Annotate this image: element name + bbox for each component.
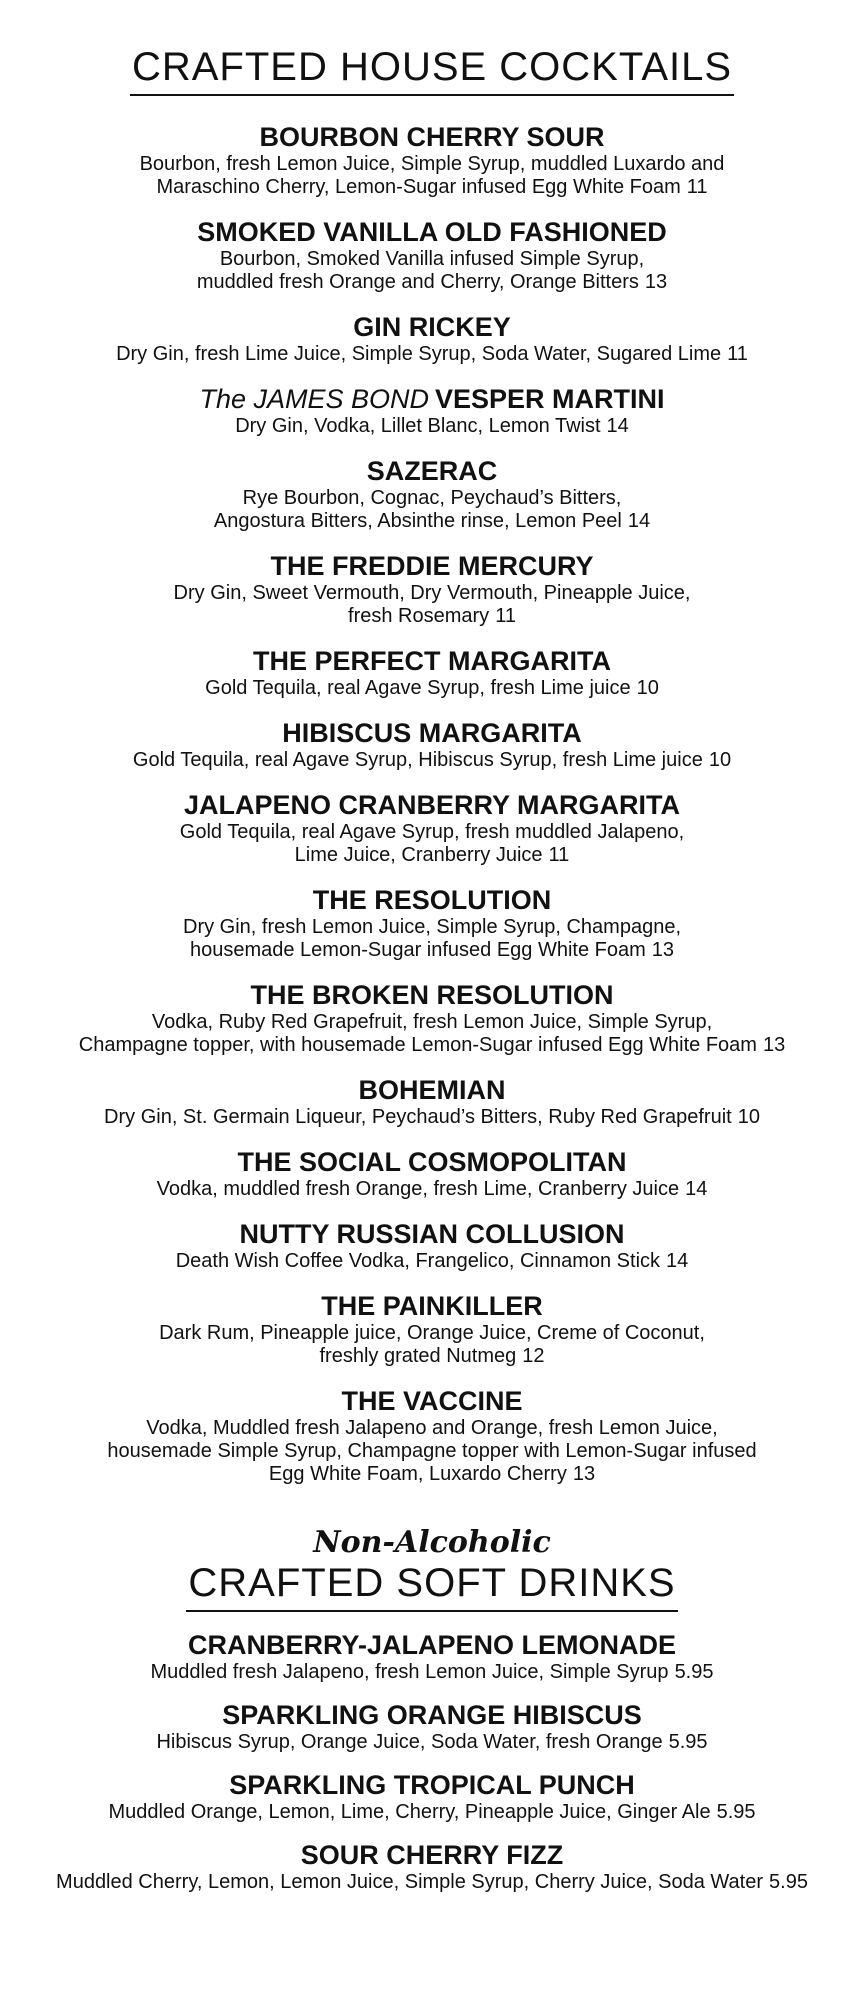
menu-item-price: 13 — [644, 271, 668, 293]
menu-item-description-text: Vodka, Ruby Red Grapefruit, fresh Lemon Juice, Simple Syrup, — [151, 1011, 713, 1033]
menu-item-name — [0, 312, 864, 342]
menu-item-name-text: SOUR CHERRY FIZZ — [300, 1840, 564, 1870]
menu-item-description-line — [42, 1440, 822, 1463]
menu-item-description-text: Hibiscus Syrup, Orange Juice, Soda Water, fresh Orange — [156, 1731, 663, 1753]
menu-item-description-text: Dry Gin, fresh Lemon Juice, Simple Syrup, Champagne, — [183, 916, 681, 938]
menu-item-description-line — [42, 1871, 822, 1894]
menu-item-description-text: Bourbon, fresh Lemon Juice, Simple Syrup, muddled Luxardo and — [139, 153, 725, 175]
menu-item-price: 14 — [627, 510, 651, 532]
menu-item-description — [42, 1178, 822, 1201]
menu-item-price: 13 — [762, 1034, 786, 1056]
menu-item-name-text: CRANBERRY-JALAPENO LEMONADE — [187, 1630, 677, 1660]
menu-item-price: 13 — [651, 939, 675, 961]
menu-item-price: 13 — [572, 1463, 596, 1485]
menu-item-description — [42, 1871, 822, 1894]
menu-item — [0, 122, 864, 199]
menu-item-description-line — [42, 1322, 822, 1345]
menu-item — [0, 456, 864, 533]
menu-item-description-line — [42, 248, 822, 271]
menu-item — [0, 312, 864, 366]
menu-item-description — [42, 1731, 822, 1754]
menu-item — [0, 1075, 864, 1129]
menu-item-description-text: Muddled fresh Jalapeno, fresh Lemon Juice, Simple Syrup — [150, 1661, 669, 1683]
menu-item — [0, 885, 864, 962]
menu-item-description-text: freshly grated Nutmeg — [319, 1345, 517, 1367]
menu-item-price: 5.95 — [716, 1801, 756, 1823]
menu-item — [0, 646, 864, 700]
menu-item-price: 11 — [727, 343, 748, 365]
menu-item-description-text: Maraschino Cherry, Lemon-Sugar infused Egg White Foam — [156, 176, 681, 198]
menu-item-name — [0, 646, 864, 676]
menu-item-description — [42, 248, 822, 294]
menu-item-name-text: JALAPENO CRANBERRY MARGARITA — [183, 790, 681, 820]
soft-drinks-section — [0, 1526, 864, 1894]
menu-item-name-text: THE FREDDIE MERCURY — [270, 551, 594, 581]
menu-item-description — [42, 677, 822, 700]
menu-item — [0, 980, 864, 1057]
menu-item-name-text: THE BROKEN RESOLUTION — [250, 980, 614, 1010]
menu-item-description-line — [42, 1106, 822, 1129]
menu-item-description-line — [42, 1417, 822, 1440]
menu-item-description-text: Angostura Bitters, Absinthe rinse, Lemon Peel — [213, 510, 622, 532]
menu-item-name-text: BOURBON CHERRY SOUR — [259, 122, 605, 152]
menu-item-description-text: muddled fresh Orange and Cherry, Orange Bitters — [196, 271, 639, 293]
menu-item-description — [42, 1011, 822, 1057]
menu-item-description-text: Dry Gin, fresh Lime Juice, Simple Syrup, Soda Water, Sugared Lime — [116, 343, 722, 365]
menu-item — [0, 790, 864, 867]
menu-item-description-text: Dry Gin, Sweet Vermouth, Dry Vermouth, Pineapple Juice, — [173, 582, 691, 604]
menu-item-description-line — [42, 1661, 822, 1684]
menu-item-description-text: Vodka, Muddled fresh Jalapeno and Orange, fresh Lemon Juice, — [146, 1417, 718, 1439]
menu-item — [0, 1147, 864, 1201]
menu-item-description — [42, 916, 822, 962]
menu-item-name-text: SPARKLING ORANGE HIBISCUS — [222, 1700, 642, 1730]
menu-item-description-line — [42, 1011, 822, 1034]
menu-item-price: 10 — [636, 677, 659, 699]
menu-item-name — [0, 718, 864, 748]
menu-item-description-line — [42, 487, 822, 510]
menu-item-name — [0, 456, 864, 486]
menu-item-description — [42, 343, 822, 366]
menu-item-description — [42, 1417, 822, 1486]
menu-item-description-line — [42, 939, 822, 962]
menu-item-description-line — [42, 582, 822, 605]
menu-item-description-text: fresh Rosemary — [348, 605, 490, 627]
menu-item-description-text: housemade Lemon-Sugar infused Egg White Foam — [189, 939, 646, 961]
menu-item — [0, 551, 864, 628]
menu-item-price: 14 — [666, 1250, 689, 1272]
menu-item-name — [0, 1770, 864, 1800]
menu-item-description-text: Lime Juice, Cranberry Juice — [294, 844, 543, 866]
menu-item-name-text: NUTTY RUSSIAN COLLUSION — [239, 1219, 625, 1249]
menu-item-description — [42, 1322, 822, 1368]
menu-item — [0, 1386, 864, 1486]
menu-item-description-line — [42, 343, 822, 366]
menu-item-description-line — [42, 677, 822, 700]
menu-item-description — [42, 153, 822, 199]
menu-item-price: 5.95 — [674, 1661, 714, 1683]
cocktails-title: CRAFTED HOUSE COCKTAILS — [130, 44, 734, 96]
menu-item-description-line — [42, 415, 822, 438]
menu-item-price: 12 — [522, 1345, 545, 1367]
menu-item-description-text: Dark Rum, Pineapple juice, Orange Juice, Creme of Coconut, — [159, 1322, 705, 1344]
menu-item-price: 11 — [686, 176, 708, 198]
cocktails-list — [0, 122, 864, 1486]
menu-item-name — [0, 551, 864, 581]
menu-item-description-text: Dry Gin, Vodka, Lillet Blanc, Lemon Twist — [235, 415, 601, 437]
soft-drinks-title: CRAFTED SOFT DRINKS — [186, 1560, 677, 1612]
menu-item-price: 11 — [495, 605, 516, 627]
menu-item-name-prefix: The JAMES BOND — [199, 384, 430, 414]
menu-item-description-line — [42, 153, 822, 176]
menu-item-description — [42, 1661, 822, 1684]
menu-item-description — [42, 1801, 822, 1824]
menu-item-description-text: Gold Tequila, real Agave Syrup, fresh Lime juice — [205, 677, 631, 699]
menu-item-description-text: Champagne topper, with housemade Lemon-Sugar infused Egg White Foam — [78, 1034, 757, 1056]
menu-item-name — [0, 1700, 864, 1730]
menu-item-name — [0, 217, 864, 247]
menu-item — [0, 384, 864, 438]
menu-item-name-text: THE VACCINE — [341, 1386, 523, 1416]
menu-item-price: 14 — [606, 415, 629, 437]
non-alcoholic-label: Non-Alcoholic — [313, 1525, 551, 1560]
menu-item-description — [42, 1106, 822, 1129]
menu-item-description-text: Dry Gin, St. Germain Liqueur, Peychaud’s Bitters, Ruby Red Grapefruit — [104, 1106, 732, 1128]
menu-item — [0, 1840, 864, 1894]
menu-item-name — [0, 1219, 864, 1249]
menu-item-description-text: Gold Tequila, real Agave Syrup, Hibiscus Syrup, fresh Lime juice — [132, 749, 703, 771]
menu-item-name — [0, 1386, 864, 1416]
menu-item-description-line — [42, 1463, 822, 1486]
menu-item-description-text: Rye Bourbon, Cognac, Peychaud’s Bitters, — [242, 487, 622, 509]
menu-item-description-line — [42, 1178, 822, 1201]
menu-item-description-line — [42, 916, 822, 939]
menu-item-name — [0, 1840, 864, 1870]
menu-item-description-text: Egg White Foam, Luxardo Cherry — [268, 1463, 567, 1485]
menu-item-description — [42, 749, 822, 772]
menu-item-description-line — [42, 1345, 822, 1368]
menu-item — [0, 1700, 864, 1754]
menu-item-name — [0, 790, 864, 820]
menu-item-description-text: Muddled Orange, Lemon, Lime, Cherry, Pineapple Juice, Ginger Ale — [108, 1801, 711, 1823]
menu-item-name-text: VESPER MARTINI — [435, 384, 665, 414]
menu-item-description-line — [42, 605, 822, 628]
menu-item-description-text: housemade Simple Syrup, Champagne topper with Lemon-Sugar infused — [107, 1440, 757, 1462]
menu-item-description-text: Death Wish Coffee Vodka, Frangelico, Cinnamon Stick — [175, 1250, 661, 1272]
menu-item-description-line — [42, 1801, 822, 1824]
menu-item-name-text: GIN RICKEY — [353, 312, 511, 342]
menu-item-description-text: Gold Tequila, real Agave Syrup, fresh muddled Jalapeno, — [179, 821, 685, 843]
menu-item-description — [42, 487, 822, 533]
menu-item-description-line — [42, 821, 822, 844]
menu-item-name-text: THE RESOLUTION — [312, 885, 552, 915]
menu-item — [0, 1291, 864, 1368]
menu-item-description-text: Vodka, muddled fresh Orange, fresh Lime, Cranberry Juice — [156, 1178, 680, 1200]
menu-item-name — [0, 980, 864, 1010]
menu-item-description-line — [42, 510, 822, 533]
cocktails-section — [0, 44, 864, 1486]
menu-item-name — [0, 1630, 864, 1660]
menu-item-description-line — [42, 271, 822, 294]
menu-item-name — [0, 1291, 864, 1321]
menu-item-name-text: BOHEMIAN — [358, 1075, 506, 1105]
menu-item-price: 14 — [685, 1178, 708, 1200]
menu-item-description-text: Bourbon, Smoked Vanilla infused Simple Syrup, — [219, 248, 645, 270]
menu-item-description-line — [42, 1731, 822, 1754]
menu-item-name-text: THE PAINKILLER — [321, 1291, 543, 1321]
menu-item-description-line — [42, 176, 822, 199]
soft-drinks-list — [0, 1630, 864, 1894]
menu-item-price: 10 — [708, 749, 732, 771]
menu-item-name-text: SPARKLING TROPICAL PUNCH — [229, 1770, 635, 1800]
menu-item-name — [0, 122, 864, 152]
menu-item-price: 5.95 — [668, 1731, 708, 1753]
menu-item-name-text: HIBISCUS MARGARITA — [282, 718, 582, 748]
menu-item-price: 10 — [737, 1106, 760, 1128]
menu-item-description-line — [42, 1250, 822, 1273]
menu-item-description — [42, 821, 822, 867]
menu-item-description — [42, 582, 822, 628]
menu-item-description-line — [42, 1034, 822, 1057]
menu-item-name — [0, 1147, 864, 1177]
menu-item — [0, 718, 864, 772]
menu-item-name-text: SMOKED VANILLA OLD FASHIONED — [197, 217, 667, 247]
menu-item-name-text: THE SOCIAL COSMOPOLITAN — [237, 1147, 627, 1177]
menu-item — [0, 1630, 864, 1684]
menu-item-name — [0, 1075, 864, 1105]
menu-item-name-text: THE PERFECT MARGARITA — [253, 646, 611, 676]
menu-item-name — [0, 885, 864, 915]
menu-item — [0, 217, 864, 294]
menu-item-description-text: Muddled Cherry, Lemon, Lemon Juice, Simple Syrup, Cherry Juice, Soda Water — [56, 1871, 764, 1893]
menu-item-description-line — [42, 844, 822, 867]
menu-item-description-line — [42, 749, 822, 772]
menu-item — [0, 1219, 864, 1273]
menu-item-description — [42, 415, 822, 438]
menu-item-description — [42, 1250, 822, 1273]
menu-item-name — [0, 384, 864, 414]
menu-item-price: 11 — [548, 844, 570, 866]
menu-item-name-text: SAZERAC — [366, 456, 498, 486]
menu-item — [0, 1770, 864, 1824]
menu-item-price: 5.95 — [769, 1871, 808, 1893]
